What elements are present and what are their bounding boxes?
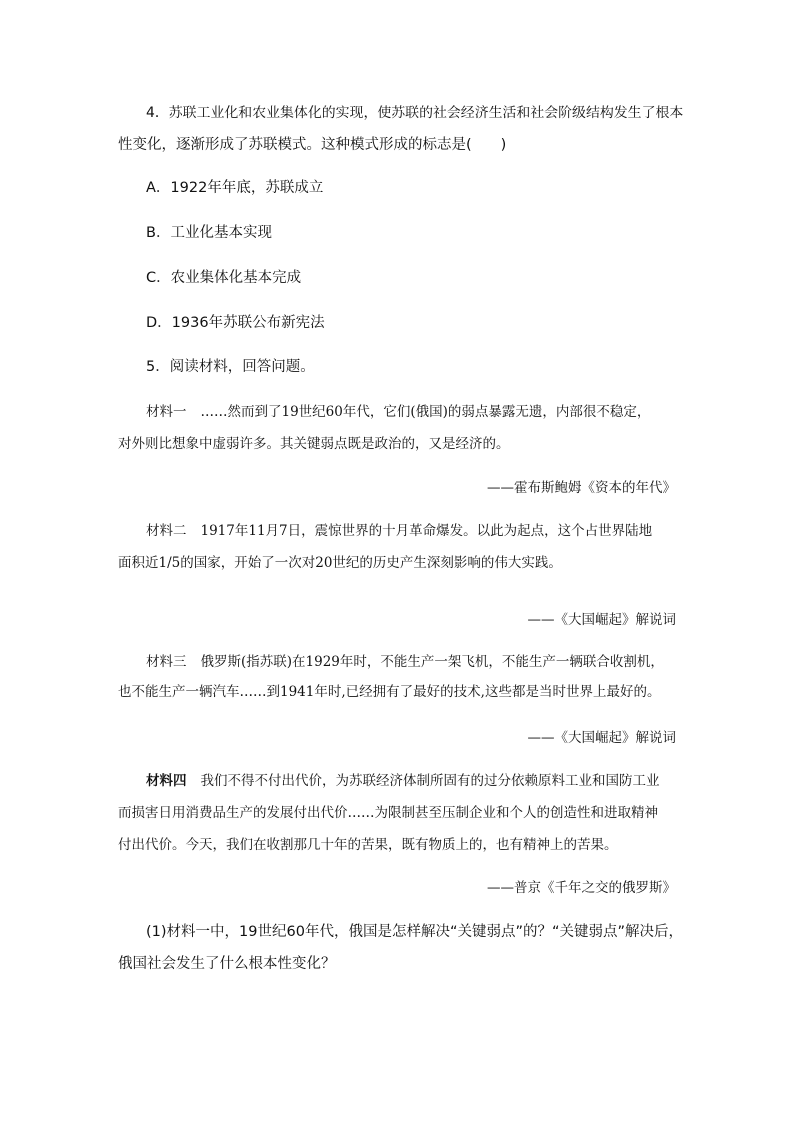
material4-line3: 付出代价。今天，我们在收割那几十年的苦果，既有物质上的，也有精神上的苦果。	[118, 837, 618, 853]
material2-line2: 面积近1/5的国家，开始了一次对20世纪的历史产生深刻影响的伟大实践。	[118, 555, 562, 571]
material3-source: ——《大国崛起》解说词	[527, 730, 676, 746]
option-d: D．1936年苏联公布新宪法	[146, 315, 325, 331]
material4-source: ——普京《千年之交的俄罗斯》	[487, 880, 676, 896]
material4-text-line1: 我们不得不付出代价，为苏联经济体制所固有的过分依赖原料工业和国防工业	[200, 773, 660, 789]
material1-source: ——霍布斯鲍姆《资本的年代》	[487, 480, 676, 496]
option-a: A．1922年年底，苏联成立	[146, 180, 324, 196]
question4-stem-line2: 性变化，逐渐形成了苏联模式。这种模式形成的标志是( )	[118, 137, 507, 153]
material2-source: ——《大国崛起》解说词	[527, 612, 676, 628]
question5-intro: 5．阅读材料，回答问题。	[146, 359, 315, 375]
material1-text-line1: ……然而到了19世纪60年代，它们(俄国)的弱点暴露无遗，内部很不稳定，	[200, 404, 651, 420]
question4-stem-line1: 4．苏联工业化和农业集体化的实现，使苏联的社会经济生活和社会阶级结构发生了根本	[146, 105, 684, 121]
material2-text-line1: 1917年11月7日，震惊世界的十月革命爆发。以此为起点，这个占世界陆地	[200, 523, 653, 539]
material4-line1	[146, 771, 660, 791]
option-c: C．农业集体化基本完成	[146, 270, 302, 286]
material3-line1	[146, 652, 664, 672]
material1-label: 材料一	[146, 404, 187, 420]
material2-line1	[146, 521, 652, 541]
material3-text-line1: 俄罗斯(指苏联)在1929年时，不能生产一架飞机，不能生产一辆联合收割机，	[200, 654, 664, 670]
material3-label: 材料三	[146, 654, 187, 670]
material1-line2: 对外则比想象中虚弱许多。其关键弱点既是政治的，又是经济的。	[118, 436, 510, 452]
material2-label: 材料二	[146, 523, 187, 539]
material4-line2: 而损害日用消费品生产的发展付出代价……为限制甚至压制企业和个人的创造性和进取精神	[118, 805, 658, 821]
material3-line2: 也不能生产一辆汽车……到1941年时,已经拥有了最好的技术,这些都是当时世界上最好的。	[118, 684, 661, 700]
subquestion1-line2: 俄国社会发生了什么根本性变化？	[118, 956, 336, 972]
material1-line1	[146, 402, 650, 422]
material4-label: 材料四	[146, 773, 187, 789]
subquestion1-line1: (1)材料一中，19世纪60年代，俄国是怎样解决“关键弱点”的？“关键弱点”解决后，	[146, 924, 683, 940]
option-b: B．工业化基本实现	[146, 225, 272, 241]
